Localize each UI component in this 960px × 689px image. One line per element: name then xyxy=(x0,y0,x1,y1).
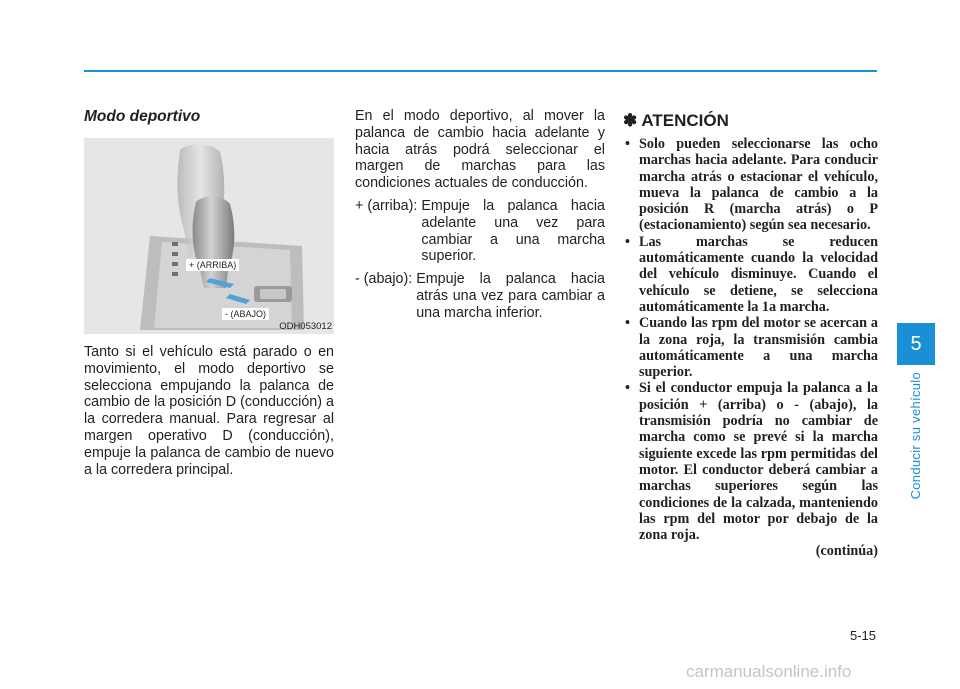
definition-term: + (arriba): xyxy=(355,197,418,214)
column-right xyxy=(623,108,878,559)
notice-item: • Si el conductor empuja la palanca a la posición + (arriba) o - (abajo), la transmisión podría no cambiar de marcha como se prevé si la marcha siguiente excede las rpm permitidas del motor. El conductor deberá cambiar a marchas superiores según las condiciones de la calzada, manteniendo las rpm del motor por debajo de la zona roja. xyxy=(623,380,878,543)
label-down: - (ABAJO) xyxy=(222,308,269,320)
gear-shifter-illustration xyxy=(84,138,334,334)
notice-list xyxy=(623,136,878,543)
chapter-title: Conducir su vehículo xyxy=(908,372,923,500)
definition-term: - (abajo): xyxy=(355,271,413,288)
definition-desc: Empuje la palanca hacia adelante una vez para cambiar a una marcha superior. xyxy=(421,197,605,265)
chapter-number: 5 xyxy=(897,323,935,365)
label-up: + (ARRIBA) xyxy=(186,259,239,271)
header-rule xyxy=(84,70,877,72)
definition-row xyxy=(355,198,605,265)
watermark: carmanualsonline.info xyxy=(686,662,852,681)
notice-item: • Solo pueden seleccionarse las ocho marchas hacia adelante. Para conducir marcha atrás o estacionar el vehículo, mueva la palanca de cambio a la posición R (marcha atrás) o P (estacionamiento) según sea necesario. xyxy=(623,136,878,234)
section-title: Modo deportivo xyxy=(84,108,201,125)
column-left xyxy=(84,108,334,478)
definition-desc: Empuje la palanca hacia atrás una vez para cambiar a una marcha inferior. xyxy=(416,271,605,321)
figure-code: ODH053012 xyxy=(279,321,332,332)
definition-row xyxy=(355,271,605,321)
body-paragraph: Tanto si el vehículo está parado o en movimiento, el modo deportivo se selecciona empujando la palanca de cambio de la posición D (conducción) a la corredera manual. Para regresar al margen operativo D (conducción), empuje la palanca de cambio de nuevo a la corredera principal. xyxy=(84,344,334,478)
notice-title-text: ATENCIÓN xyxy=(641,111,729,130)
notice-item: • Cuando las rpm del motor se acercan a la zona roja, la transmisión cambia automáticamente a una marcha superior. xyxy=(623,315,878,380)
continued-note: (continúa) xyxy=(815,543,878,560)
body-paragraph: En el modo deportivo, al mover la palanca de cambio hacia adelante y hacia atrás podrá seleccionar el margen de marchas para las condiciones actuales de conducción. xyxy=(355,108,605,192)
notice-title xyxy=(623,111,878,131)
asterisk-icon: ✽ xyxy=(623,111,638,130)
shift-definitions xyxy=(355,198,605,322)
notice-item: • Las marchas se reducen automáticamente cuando la velocidad del vehículo disminuye. Cuando el vehículo se detiene, se selecciona automáticamente la 1a marcha. xyxy=(623,234,878,315)
page-number: 5-15 xyxy=(849,628,876,643)
column-middle xyxy=(355,108,605,328)
gear-shifter-figure xyxy=(84,138,334,334)
